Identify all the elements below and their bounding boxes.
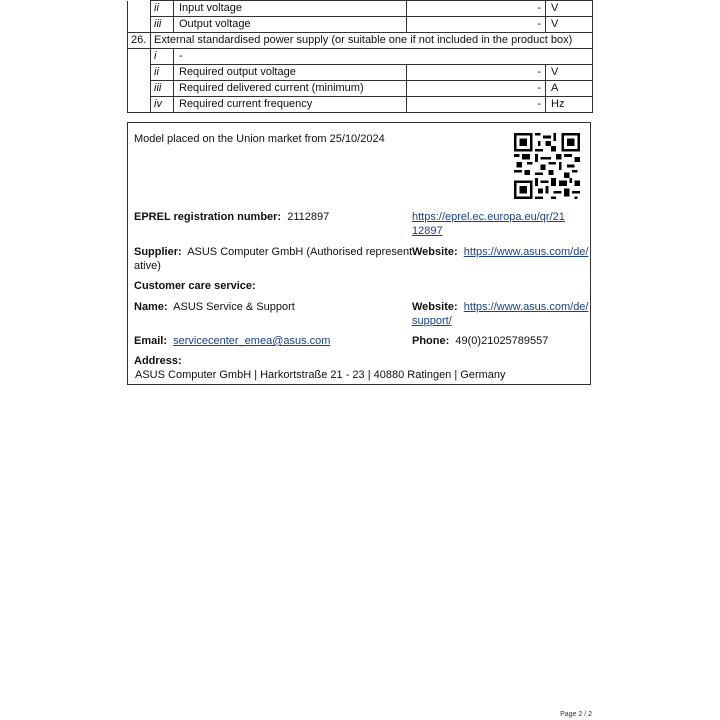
supplier-website-link[interactable]: https://www.asus.com/de/ [463,246,589,258]
row-index: iii [151,81,174,97]
row-unit: Hz [546,97,593,113]
spec-table [127,0,593,113]
table-row [128,33,593,49]
row-label: Required current frequency [174,97,407,113]
customer-care-heading: Customer care service: [134,280,256,292]
row-index: iv [151,97,174,113]
row-unit: A [546,81,593,97]
support-website-link[interactable]: https://www.asus.com/de/ [463,301,589,313]
supplier-label: Supplier: [134,246,182,258]
support-website-link-continued[interactable]: support/ [412,315,452,327]
website-label: Website: [412,246,458,258]
row-value: - [407,17,546,33]
supplier-name-continued: ative) [134,260,161,272]
row-value: - [407,1,546,17]
supplier-name: ASUS Computer GmbH (Authorised represent [187,246,413,258]
row-number [128,81,151,97]
row-number [128,17,151,33]
eprel-link[interactable]: https://eprel.ec.europa.eu/qr/21 [412,211,565,223]
phone-row [412,334,548,348]
email-link[interactable]: servicecenter_emea@asus.com [173,335,331,347]
supplier-row [134,245,412,259]
qr-code-icon[interactable] [514,133,580,199]
support-name: ASUS Service & Support [173,301,295,313]
row-label: Required delivered current (minimum) [174,81,407,97]
row-value: - [407,81,546,97]
eprel-link-continued[interactable]: 12897 [412,225,443,237]
row-number [128,49,151,65]
row-index: i [151,49,174,65]
phone-number: 49(0)21025789557 [455,335,549,347]
table-row [128,49,593,65]
row-index: iii [151,17,174,33]
support-website-row [412,300,588,314]
phone-label: Phone: [412,335,450,347]
eprel-row [134,210,329,224]
page-number: Page 2 / 2 [560,711,592,718]
row-unit: V [546,17,593,33]
row-index: ii [151,1,174,17]
table-row [128,17,593,33]
row-label: - [174,49,593,65]
address-label: Address: [134,355,182,367]
name-label: Name: [134,301,168,313]
address-value: ASUS Computer GmbH | Harkortstraße 21 - 23 | 40880 Ratingen | Germany [135,369,506,381]
email-label: Email: [134,335,168,347]
eprel-label: EPREL registration number: [134,211,282,223]
row-section-title: External standardised power supply (or suitable one if not included in the product box) [151,33,593,49]
row-number: 26. [128,33,151,49]
row-unit: V [546,1,593,17]
row-number [128,1,151,17]
website-label: Website: [412,301,458,313]
row-number [128,97,151,113]
email-row [134,334,330,348]
row-label: Output voltage [174,17,407,33]
row-label: Input voltage [174,1,407,17]
row-value: - [407,65,546,81]
table-row [128,1,593,17]
table-row [128,81,593,97]
row-index: ii [151,65,174,81]
row-unit: V [546,65,593,81]
support-name-row [134,300,295,314]
row-value: - [407,97,546,113]
supplier-website-row [412,245,588,259]
table-row [128,97,593,113]
table-row [128,65,593,81]
market-date-text: Model placed on the Union market from 25/10/2024 [134,133,385,145]
eprel-number: 2112897 [287,211,330,223]
product-info-box [127,122,591,385]
row-number [128,65,151,81]
row-label: Required output voltage [174,65,407,81]
